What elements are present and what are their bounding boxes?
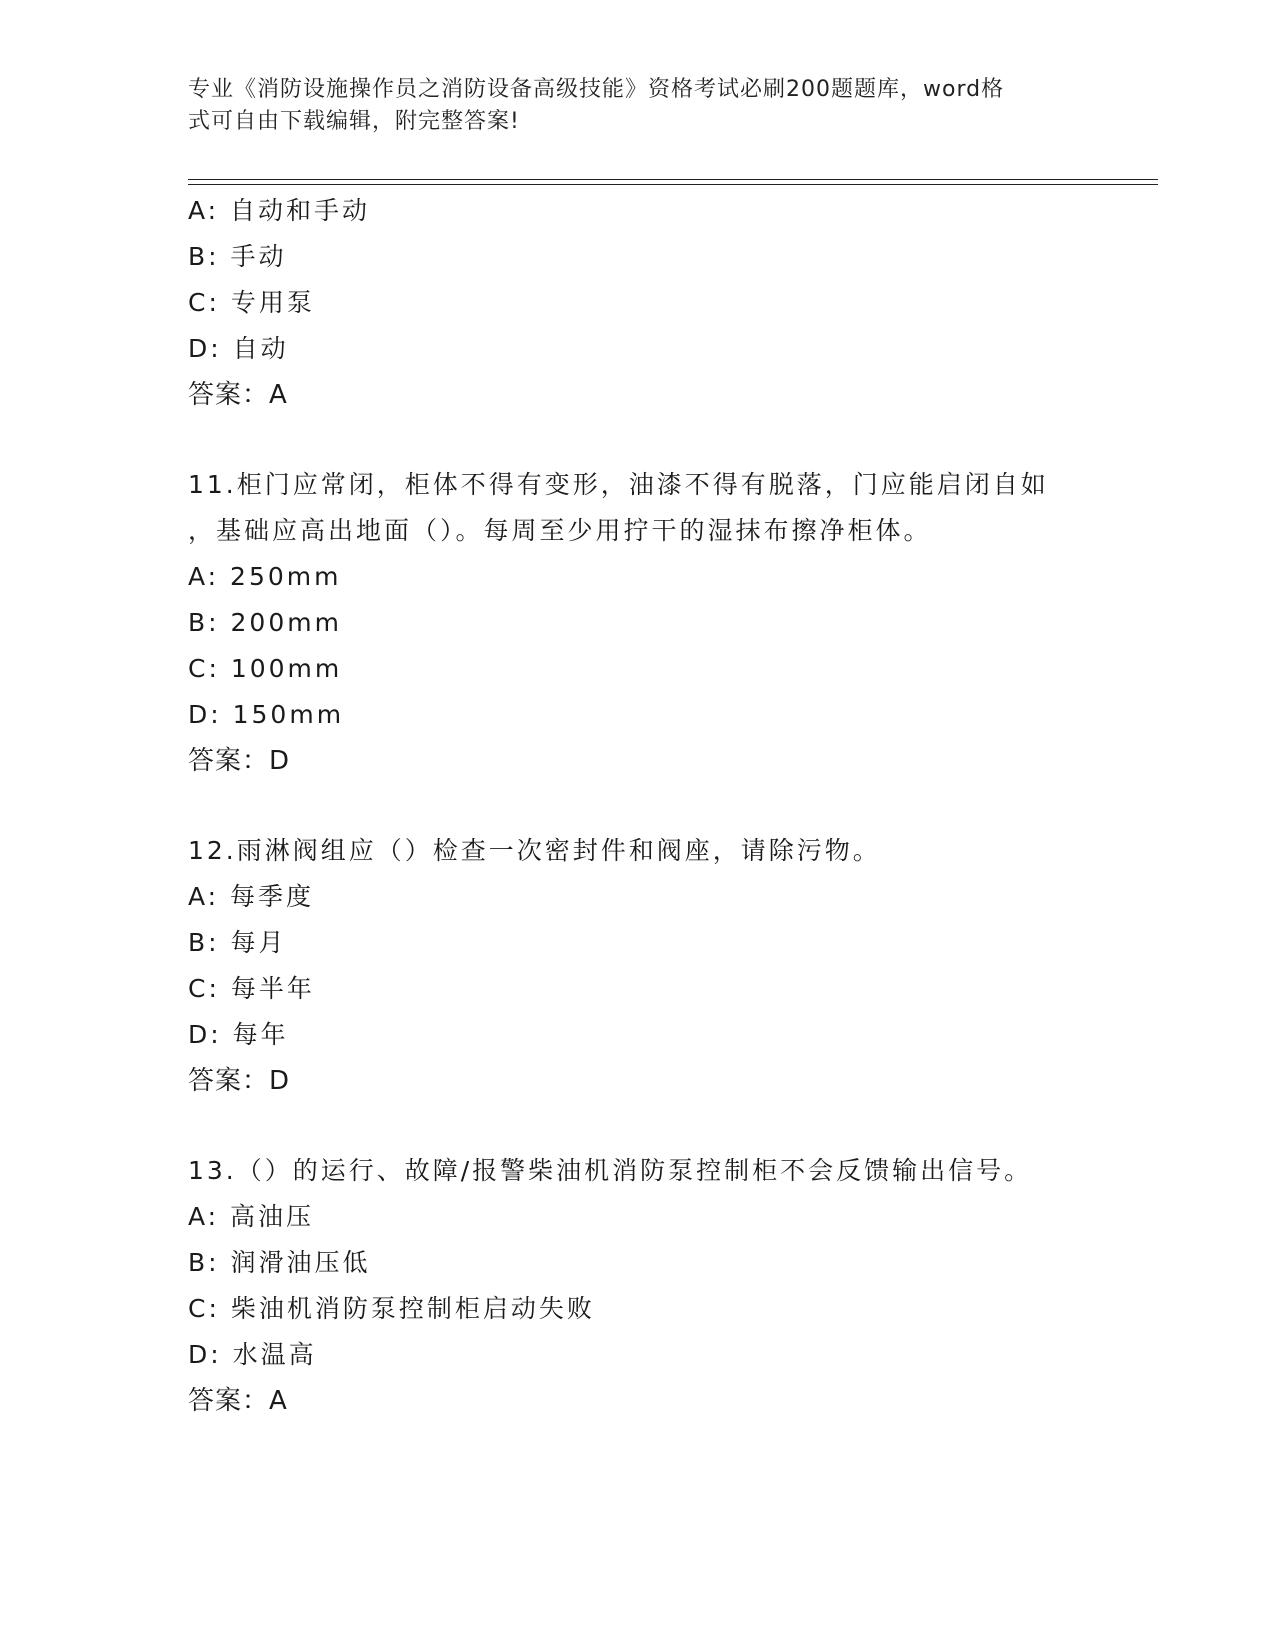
answer-label: 答案： [188, 1066, 270, 1096]
option-c: C: 柴油机消防泵控制柜启动失败 [188, 1294, 595, 1323]
option-a: A: 250mm [188, 562, 342, 591]
option-a: A: 高油压 [188, 1202, 315, 1231]
question-block-11 [188, 462, 1148, 784]
header-line-1: 专业《消防设施操作员之消防设备高级技能》资格考试必刷200题题库，word格 [188, 77, 1005, 102]
question-block-12 [188, 828, 1148, 1104]
header-rule-bottom [188, 184, 1158, 185]
question-text-line-2: ，基础应高出地面（）。每周至少用拧干的湿抹布擦净柜体。 [188, 516, 932, 545]
question-block-13 [188, 1148, 1148, 1424]
question-list [188, 188, 1148, 1424]
option-c: C: 每半年 [188, 974, 315, 1003]
answer-value: D [269, 1066, 291, 1096]
answer-line [188, 738, 1148, 784]
option-b: B: 每月 [188, 928, 287, 957]
question-block-partial [188, 188, 1148, 418]
option-c: C: 专用泵 [188, 288, 315, 317]
answer-label: 答案： [188, 746, 270, 776]
option-b: B: 200mm [188, 608, 342, 637]
answer-label: 答案： [188, 1386, 270, 1416]
option-b: B: 润滑油压低 [188, 1248, 371, 1277]
option-b: B: 手动 [188, 242, 287, 271]
option-d: D: 自动 [188, 334, 289, 363]
document-header [188, 74, 1078, 138]
answer-line [188, 372, 1148, 418]
option-c: C: 100mm [188, 654, 343, 683]
answer-value: A [269, 1386, 288, 1416]
answer-line [188, 1058, 1148, 1104]
option-a: A: 自动和手动 [188, 196, 371, 225]
question-text-line-1: 11.柜门应常闭，柜体不得有变形，油漆不得有脱落，门应能启闭自如 [188, 470, 1049, 499]
answer-value: A [269, 380, 288, 410]
answer-label: 答案： [188, 380, 270, 410]
option-d: D: 每年 [188, 1020, 289, 1049]
answer-line [188, 1378, 1148, 1424]
header-line-2: 式可自由下载编辑，附完整答案! [188, 109, 520, 134]
option-d: D: 水温高 [188, 1340, 317, 1369]
question-text-line-1: 13.（）的运行、故障/报警柴油机消防泵控制柜不会反馈输出信号。 [188, 1156, 1033, 1185]
option-d: D: 150mm [188, 700, 345, 729]
question-text-line-1: 12.雨淋阀组应（）检查一次密封件和阀座，请除污物。 [188, 836, 881, 865]
option-a: A: 每季度 [188, 882, 315, 911]
answer-value: D [269, 746, 291, 776]
header-rule-top [188, 179, 1158, 180]
